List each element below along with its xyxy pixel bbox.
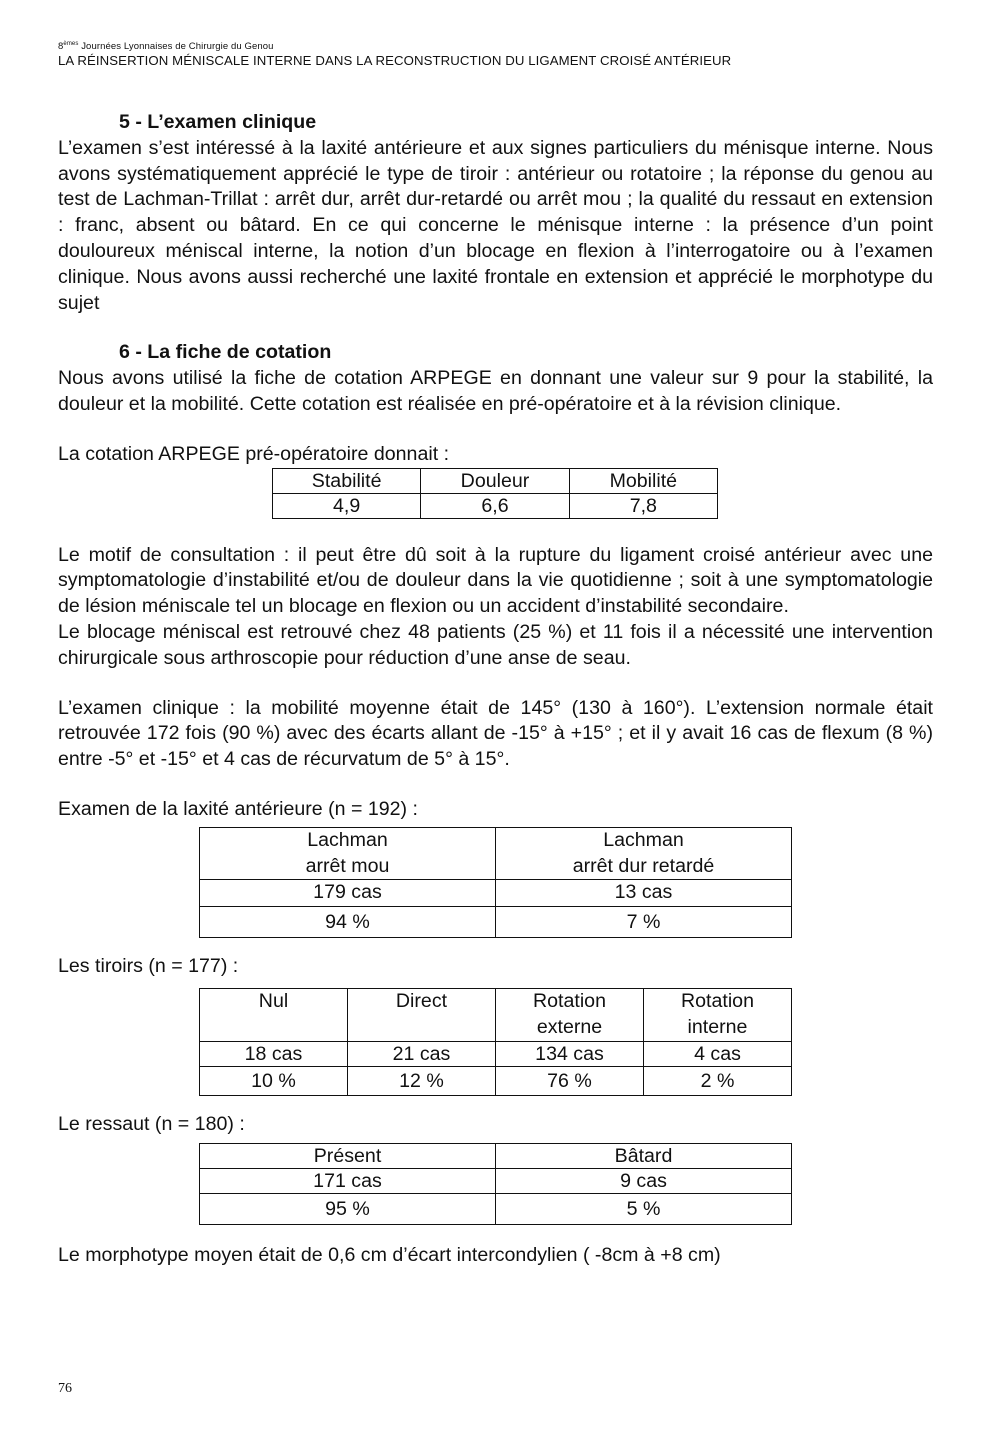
arpege-header-mobility: Mobilité <box>569 468 717 493</box>
ressaut-table <box>199 1143 792 1225</box>
tiroirs-count-3: 134 cas <box>496 1041 644 1066</box>
ressaut-percent-2: 5 % <box>496 1194 792 1225</box>
laxite-header-arret-dur <box>496 827 792 880</box>
tiroirs-count-1: 18 cas <box>200 1041 348 1066</box>
conference-ordinal-suffix: èmes <box>63 41 79 47</box>
tiroirs-count-2: 21 cas <box>348 1041 496 1066</box>
tiroirs-header-2-line1: Direct <box>395 989 448 1012</box>
blocage-paragraph: Le blocage méniscal est retrouvé chez 48 patients (25 %) et 11 fois il a nécessité une intervention chirurgicale sous arthroscopie pour réduction d’une anse de seau. <box>58 620 933 669</box>
section-5-heading: 5 - L’examen clinique <box>119 111 317 133</box>
page-body <box>58 110 933 1269</box>
running-header <box>58 38 958 69</box>
tiroirs-header-3-line1: Rotation <box>533 989 606 1012</box>
tiroirs-header-rotation-interne <box>644 988 792 1041</box>
tiroirs-header-1-line1: Nul <box>258 989 289 1012</box>
ressaut-percent-1: 95 % <box>200 1194 496 1225</box>
laxite-header-2-line2: arrêt dur retardé <box>572 854 715 877</box>
laxite-table <box>199 827 792 938</box>
ressaut-count-2: 9 cas <box>496 1169 792 1194</box>
ressaut-count-1: 171 cas <box>200 1169 496 1194</box>
morphotype-paragraph: Le morphotype moyen était de 0,6 cm d’écart intercondylien ( -8cm à +8 cm) <box>58 1244 721 1267</box>
laxite-header-1-line1: Lachman <box>307 828 388 851</box>
arpege-value-pain: 6,6 <box>421 493 569 518</box>
examen-paragraph: L’examen clinique : la mobilité moyenne était de 145° (130 à 160°). L’extension normale était retrouvée 172 fois (90 %) avec des écarts allant de -15° à +15° ; et il y avait 16 cas de flexum (8 %) entre -5° et -15° et 4 cas de récurvatum de 5° à 15°. <box>58 696 933 771</box>
ressaut-header-batard: Bâtard <box>496 1144 792 1169</box>
tiroirs-header-direct <box>348 988 496 1041</box>
tiroirs-table <box>199 988 792 1096</box>
tiroirs-header-rotation-externe <box>496 988 644 1041</box>
tiroirs-intro: Les tiroirs (n = 177) : <box>58 955 239 978</box>
tiroirs-header-3-line2: externe <box>536 1015 603 1038</box>
tiroirs-percent-4: 2 % <box>644 1066 792 1095</box>
conference-title: Journées Lyonnaises de Chirurgie du Genou <box>78 41 274 53</box>
arpege-value-mobility: 7,8 <box>569 493 717 518</box>
page-number: 76 <box>58 1381 72 1396</box>
section-5-paragraph: L’examen s’est intéressé à la laxité antérieure et aux signes particuliers du ménisque interne. Nous avons systématiquement apprécié le type de tiroir : antérieur ou rotatoire ; la réponse du genou au test de Lachman-Trillat : arrêt dur, arrêt dur-retardé ou arrêt mou ; la qualité du ressaut en extension : franc, absent ou bâtard. En ce qui concerne le ménisque interne : la présence d’un point douloureux méniscal interne, la notion d’un blocage en flexion à l’interrogatoire ou à l’examen clinique. Nous avons aussi recherché une laxité frontale en extension et apprécié le morphotype du sujet <box>58 136 933 314</box>
tiroirs-percent-2: 12 % <box>348 1066 496 1095</box>
arpege-value-stability: 4,9 <box>273 493 421 518</box>
conference-ordinal: 8 <box>58 41 64 53</box>
tiroirs-percent-3: 76 % <box>496 1066 644 1095</box>
laxite-count-1: 179 cas <box>200 880 496 907</box>
motif-paragraph: Le motif de consultation : il peut être dû soit à la rupture du ligament croisé antérieur avec une symptomatologie d’instabilité et/ou de douleur dans la vie quotidienne ; soit à une symptomatologie de lésion méniscale tel un blocage en flexion ou un accident d’instabilité secondaire. <box>58 543 933 618</box>
tiroirs-header-nul <box>200 988 348 1041</box>
arpege-intro: La cotation ARPEGE pré-opératoire donnait : <box>58 442 450 465</box>
arpege-table <box>272 468 718 519</box>
laxite-percent-1: 94 % <box>200 907 496 938</box>
laxite-percent-2: 7 % <box>496 907 792 938</box>
laxite-header-1-line2: arrêt mou <box>305 854 390 877</box>
arpege-header-stability: Stabilité <box>273 468 421 493</box>
conference-name <box>58 38 958 53</box>
tiroirs-percent-1: 10 % <box>200 1066 348 1095</box>
ressaut-intro: Le ressaut (n = 180) : <box>58 1112 245 1135</box>
laxite-header-arret-mou <box>200 827 496 880</box>
section-6-heading: 6 - La fiche de cotation <box>119 341 332 364</box>
laxite-header-2-line1: Lachman <box>603 828 684 851</box>
tiroirs-header-4-line1: Rotation <box>681 989 754 1012</box>
laxite-intro: Examen de la laxité antérieure (n = 192) : <box>58 797 418 820</box>
laxite-count-2: 13 cas <box>496 880 792 907</box>
section-6-paragraph: Nous avons utilisé la fiche de cotation ARPEGE en donnant une valeur sur 9 pour la stabilité, la douleur et la mobilité. Cette cotation est réalisée en pré-opératoire et à la révision clinique. <box>58 367 933 415</box>
article-title: LA RÉINSERTION MÉNISCALE INTERNE DANS LA RECONSTRUCTION DU LIGAMENT CROISÉ ANTÉRIEUR <box>58 53 732 69</box>
tiroirs-count-4: 4 cas <box>644 1041 792 1066</box>
ressaut-header-present: Présent <box>200 1144 496 1169</box>
tiroirs-header-4-line2: interne <box>687 1015 748 1038</box>
arpege-header-pain: Douleur <box>421 468 569 493</box>
